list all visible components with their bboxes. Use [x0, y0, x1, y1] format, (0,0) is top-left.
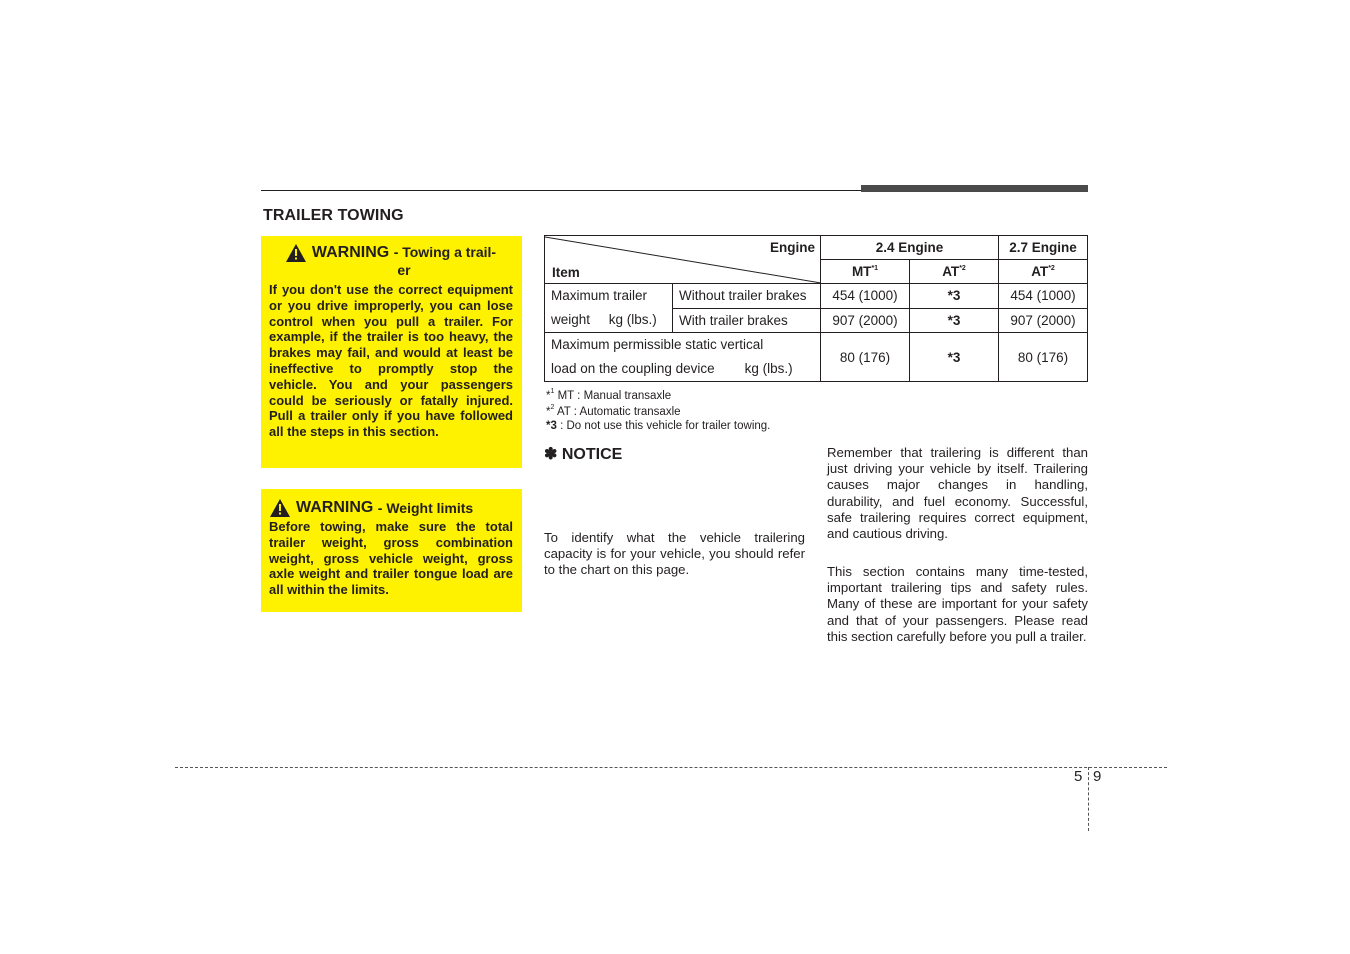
- row-label-static-load: Maximum permissible static vertical load on the coupling device kg (lbs.): [545, 333, 821, 382]
- cell-at27: 907 (2000): [999, 308, 1088, 333]
- header-engine-27: 2.7 Engine: [999, 236, 1088, 260]
- table-row: [545, 333, 1088, 382]
- warning-triangle-icon: [286, 244, 306, 262]
- warning-header: [269, 244, 513, 280]
- header-engine-24: 2.4 Engine: [821, 236, 999, 260]
- cell-brakes: With trailer brakes: [673, 308, 821, 333]
- table-corner-cell: [545, 236, 821, 284]
- notice-heading: ✽ NOTICE: [544, 446, 623, 463]
- paragraph-trailering-difference: Remember that trailering is different than just driving your vehicle by itself. Trailering causes major changes in handling, durability, and fuel economy. Successful, safe trailering requires correct equipment, and cautious driving.: [827, 445, 1088, 542]
- warning-label: WARNING: [311, 244, 390, 261]
- warning-header: [269, 499, 513, 517]
- cell-at24: *3: [910, 333, 999, 382]
- header-bar: [861, 185, 1088, 192]
- subheader-mt: MT$^{*1}$: [821, 260, 910, 284]
- subheader-at-24: AT$^{*2}$: [910, 260, 999, 284]
- footnote: *$^1$ MT : Manual transaxle: [546, 388, 672, 402]
- warning-body: Before towing, make sure the total trailer weight, gross combination weight, gross vehicle weight, gross axle weight and trailer tongue load are all within the limits.: [269, 519, 513, 598]
- cell-mt24: 454 (1000): [821, 284, 910, 309]
- warning-subtitle: - Towing a trail-: [393, 244, 497, 260]
- header-rule: [261, 190, 861, 191]
- cell-at27: 454 (1000): [999, 284, 1088, 309]
- warning-subtitle: - Weight limits: [377, 500, 474, 516]
- cell-at24: *3: [910, 284, 999, 309]
- page-chapter: 5: [1074, 768, 1083, 785]
- cell-mt24: 907 (2000): [821, 308, 910, 333]
- footer-dashed-rule: [175, 767, 1167, 768]
- warning-towing-box: [261, 236, 522, 468]
- corner-item-label: Item: [552, 265, 580, 280]
- warning-label: WARNING: [296, 499, 374, 516]
- cell-at27: 80 (176): [999, 333, 1088, 382]
- footer-dashed-divider: [1088, 767, 1089, 831]
- page-number: 9: [1093, 768, 1102, 785]
- row-label-max-trailer-weight: Maximum trailer weight kg (lbs.): [545, 284, 673, 333]
- warning-body: If you don't use the correct equipment or you drive improperly, you can lose control when you pull a trailer. For example, if the trailer is too heavy, the brakes may fail, and would at least be ineffective to promptly stop the vehicle. You and your passengers could be seriously or fatally injured. Pull a trailer only if you have followed all the steps in this section.: [269, 282, 513, 440]
- table-row: [545, 284, 1088, 309]
- footnote: *3 : Do not use this vehicle for trailer towing.: [546, 420, 771, 432]
- warning-subtitle-cont: er: [397, 262, 411, 278]
- section-title: TRAILER TOWING: [263, 207, 404, 224]
- notice-text: To identify what the vehicle trailering capacity is for your vehicle, you should refer to the chart on this page.: [544, 530, 805, 578]
- paragraph-safety-tips: This section contains many time-tested, important trailering tips and safety rules. Many of these are important for your safety and that of your passengers. Please read this section carefully before you pull a trailer.: [827, 564, 1088, 644]
- warning-triangle-icon: [270, 499, 290, 517]
- subheader-at-27: AT$^{*2}$: [999, 260, 1088, 284]
- trailer-capacity-table: [544, 235, 1088, 382]
- footnote: *$^2$ AT : Automatic transaxle: [546, 404, 681, 418]
- cell-brakes: Without trailer brakes: [673, 284, 821, 309]
- warning-weight-box: [261, 489, 522, 612]
- cell-at24: *3: [910, 308, 999, 333]
- cell-mt24: 80 (176): [821, 333, 910, 382]
- corner-engine-label: Engine: [769, 240, 815, 255]
